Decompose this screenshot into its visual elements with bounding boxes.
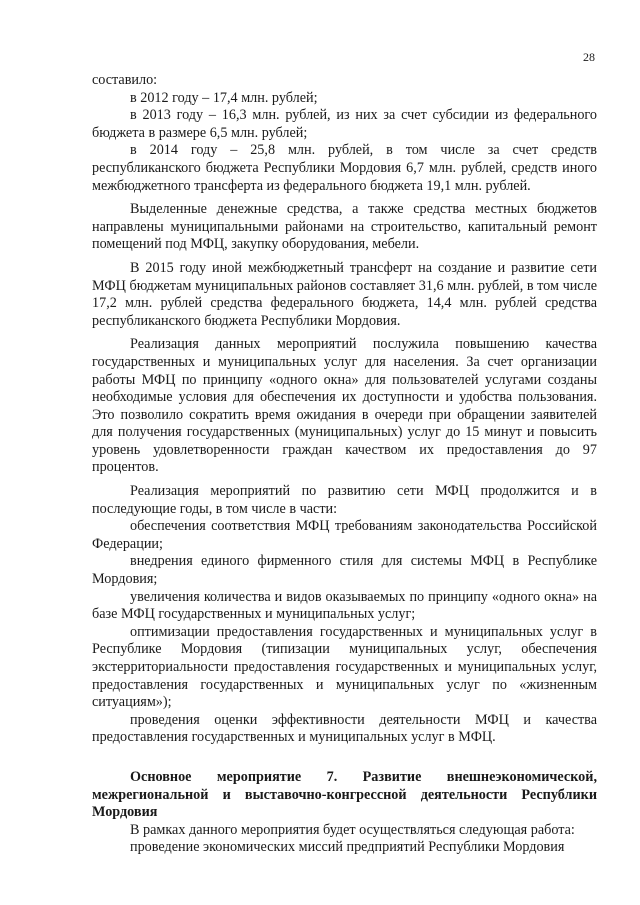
paragraph: в 2012 году – 17,4 млн. рублей; (130, 89, 318, 106)
page-number: 28 (583, 50, 595, 64)
document-body (92, 72, 597, 857)
paragraph: В рамках данного мероприятия будет осуществляться следующая работа: (130, 821, 575, 838)
paragraph: в 2014 году – 25,8 млн. рублей, в том числе за счет средств республиканского бюджета Республики Мордовия 6,7 млн. рублей, средств иного межбюджетного трансферта из федерального бюджета 19,1 млн. рублей. (92, 142, 597, 194)
paragraph: составило: (92, 72, 158, 88)
paragraph: Реализация мероприятий по развитию сети МФЦ продолжится и в последующие годы, в том числе в части: (92, 483, 597, 517)
paragraph: обеспечения соответствия МФЦ требованиям законодательства Российской Федерации; (92, 518, 597, 552)
paragraph: оптимизации предоставления государственных и муниципальных услуг в Республике Мордовия (типизации муниципальных услуг, обеспечения экстерриториальности предоставления государственных и муниципальных услуг, предоставления государственных и муниципальных услуг по «жизненным ситуациям»); (92, 623, 597, 711)
paragraph: проведение экономических миссий предприятий Республики Мордовия (130, 839, 565, 856)
paragraph: Выделенные денежные средства, а также средства местных бюджетов направлены муниципальными районами на строительство, капитальный ремонт помещений под МФЦ, закупку оборудования, мебели. (92, 201, 597, 253)
paragraph: проведения оценки эффективности деятельности МФЦ и качества предоставления государственных и муниципальных услуг в МФЦ. (92, 711, 597, 746)
section-heading: Основное мероприятие 7. Развитие внешнеэкономической, межрегиональной и выставочно-конгрессной деятельности Республики Мордовия (92, 768, 597, 821)
paragraph: В 2015 году иной межбюджетный трансферт на создание и развитие сети МФЦ бюджетам муниципальных районов составляет 31,6 млн. рублей, в том числе 17,2 млн. рублей средства федерального бюджета, 14,4 млн. рублей средства республиканского бюджета Республики Мордовия. (92, 259, 597, 329)
paragraph: внедрения единого фирменного стиля для системы МФЦ в Республике Мордовия; (92, 553, 597, 588)
paragraph: увеличения количества и видов оказываемых по принципу «одного окна» на базе МФЦ государственных и муниципальных услуг; (92, 588, 597, 623)
paragraph: Реализация данных мероприятий послужила повышению качества государственных и муниципальных услуг для населения. За счет организации работы МФЦ по принципу «одного окна» для пользователей услугами созданы необходимые условия для обеспечения их доступности и удобства пользования. Это позволило сократить время ожидания в очереди при обращении заявителей для получения государственных (муниципальных) услуг до 15 минут и повысить уровень удовлетворенности граждан качеством их предоставления до 97 процентов. (92, 336, 597, 476)
paragraph: в 2013 году – 16,3 млн. рублей, из них за счет субсидии из федерального бюджета в размере 6,5 млн. рублей; (92, 107, 597, 141)
